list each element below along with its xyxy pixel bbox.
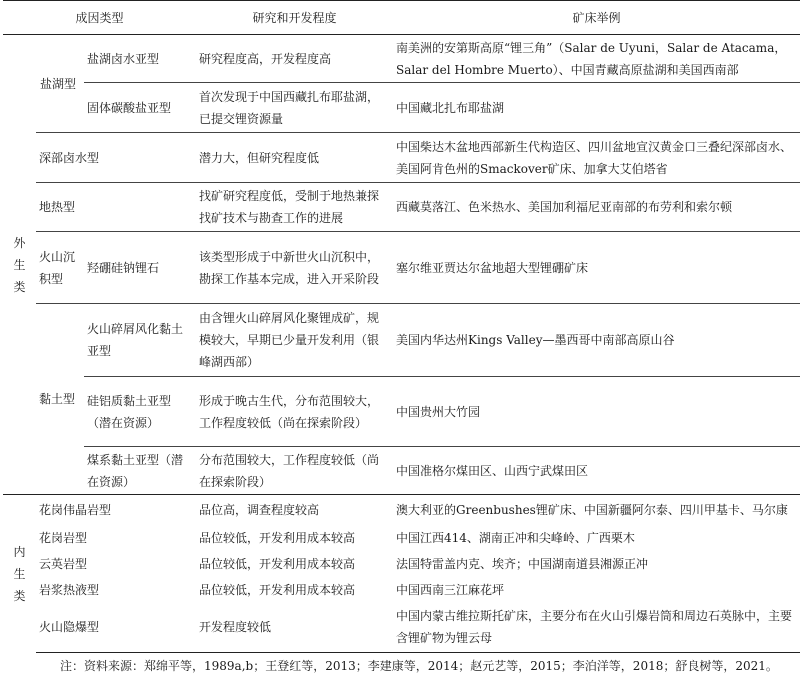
example-cell: 澳大利亚的Greenbushes锂矿床、中国新疆阿尔泰、四川甲基卡、马尔康 (393, 495, 800, 525)
table-row (3, 551, 800, 577)
degree-cell: 由含锂火山碎屑风化聚锂成矿，规模较大，早期已少量开发利用（银峰湖西部） (196, 304, 393, 377)
table-row (3, 183, 800, 232)
type-cell: 岩浆热液型 (39, 582, 100, 597)
degree-cell: 分布范围较大，工作程度较低（尚在探索阶段） (196, 447, 393, 495)
table-row (3, 304, 800, 377)
group-endogenous (3, 495, 36, 653)
example-cell: 法国特雷盖内克、埃齐；中国湖南道县湘源正冲 (396, 556, 649, 571)
degree-cell: 研究程度高，开发程度高 (199, 51, 332, 66)
degree-cell: 潜力大，但研究程度低 (196, 133, 393, 183)
type-cell: 火山沉积型 (36, 232, 84, 304)
header-row (3, 1, 800, 35)
example-cell: 中国西南三江麻花坪 (396, 582, 505, 597)
degree-cell: 该类型形成于中新世火山沉积中，勘探工作基本完成，进入开采阶段 (196, 232, 393, 304)
table-row (3, 495, 800, 525)
degree-cell: 品位较低，开发利用成本较高 (199, 530, 356, 545)
lithium-deposit-table (3, 0, 800, 653)
type-cell: 云英岩型 (39, 556, 88, 571)
type-cell: 花岗伟晶岩型 (36, 495, 196, 525)
degree-cell: 品位较低，开发利用成本较高 (199, 556, 356, 571)
table-row (3, 577, 800, 603)
type-cell: 黏土型 (36, 304, 84, 495)
subtype-cell: 羟硼硅钠锂石 (84, 232, 196, 304)
type-cell: 盐湖型 (40, 76, 77, 91)
example-cell: 西藏莫落江、色米热水、美国加利福尼亚南部的布劳利和索尔顿 (393, 183, 800, 232)
group-exogenous-label: 外生类 (13, 235, 26, 294)
subtype-cell: 盐湖卤水亚型 (87, 51, 160, 66)
example-cell: 中国准格尔煤田区、山西宁武煤田区 (393, 447, 800, 495)
group-endogenous-label: 内生类 (13, 544, 26, 603)
subtype-cell: 煤系黏土亚型（潜在资源） (84, 447, 196, 495)
example-cell: 美国内华达州Kings Valley—墨西哥中南部高原山谷 (393, 304, 800, 377)
subtype-cell: 固体碳酸盐亚型 (84, 83, 196, 133)
table-row (3, 525, 800, 551)
header-genetic-type: 成因类型 (3, 1, 196, 35)
example-cell: 中国贵州大竹园 (393, 377, 800, 447)
table-row (3, 377, 800, 447)
example-cell: 塞尔维亚贾达尔盆地超大型锂硼矿床 (393, 232, 800, 304)
group-exogenous (3, 35, 36, 495)
example-cell: 中国内蒙古维拉斯托矿床，主要分布在火山引爆岩筒和周边石英脉中，主要含锂矿物为锂云母 (393, 603, 800, 653)
example-cell: 中国藏北扎布耶盐湖 (393, 83, 800, 133)
table-row (3, 232, 800, 304)
degree-cell: 开发程度较低 (196, 603, 393, 653)
degree-cell: 首次发现于中国西藏扎布耶盐湖，已提交锂资源量 (196, 83, 393, 133)
subtype-cell: 硅铝质黏土亚型（潜在资源） (84, 377, 196, 447)
table-row (3, 35, 800, 83)
table-row (3, 447, 800, 495)
subtype-cell: 火山碎屑风化黏土亚型 (84, 304, 196, 377)
example-cell: 南美洲的安第斯高原“锂三角”（Salar de Uyuni，Salar de Atacama，Salar del Hombre Muerto）、中国青藏高原盐湖和美国西南部 (396, 40, 787, 77)
type-cell: 花岗岩型 (39, 530, 88, 545)
type-cell: 深部卤水型 (36, 133, 196, 183)
header-examples: 矿床举例 (393, 1, 800, 35)
degree-cell: 找矿研究程度低，受制于地热兼探找矿技术与勘查工作的进展 (196, 183, 393, 232)
table-footnote: 注：资料来源：郑绵平等，1989a,b；王登红等，2013；李建康等，2014；赵元艺等，2015；李泊洋等，2018；舒良树等，2021。 (60, 659, 778, 673)
degree-cell: 品位较低，开发利用成本较高 (199, 582, 356, 597)
example-cell: 中国柴达木盆地西部新生代构造区、四川盆地宣汉黄金口三叠纪深部卤水、美国阿肯色州的Smackover矿床、加拿大艾伯塔省 (393, 133, 800, 183)
example-cell: 中国江西414、湖南正冲和尖峰岭、广西栗木 (396, 530, 635, 545)
header-degree: 研究和开发程度 (196, 1, 393, 35)
degree-cell: 形成于晚古生代，分布范围较大，工作程度较低（尚在探索阶段） (196, 377, 393, 447)
table-row (3, 603, 800, 653)
type-cell: 地热型 (36, 183, 196, 232)
table-row (3, 133, 800, 183)
table-row (3, 83, 800, 133)
degree-cell: 品位高，调查程度较高 (196, 495, 393, 525)
type-cell: 火山隐爆型 (36, 603, 196, 653)
